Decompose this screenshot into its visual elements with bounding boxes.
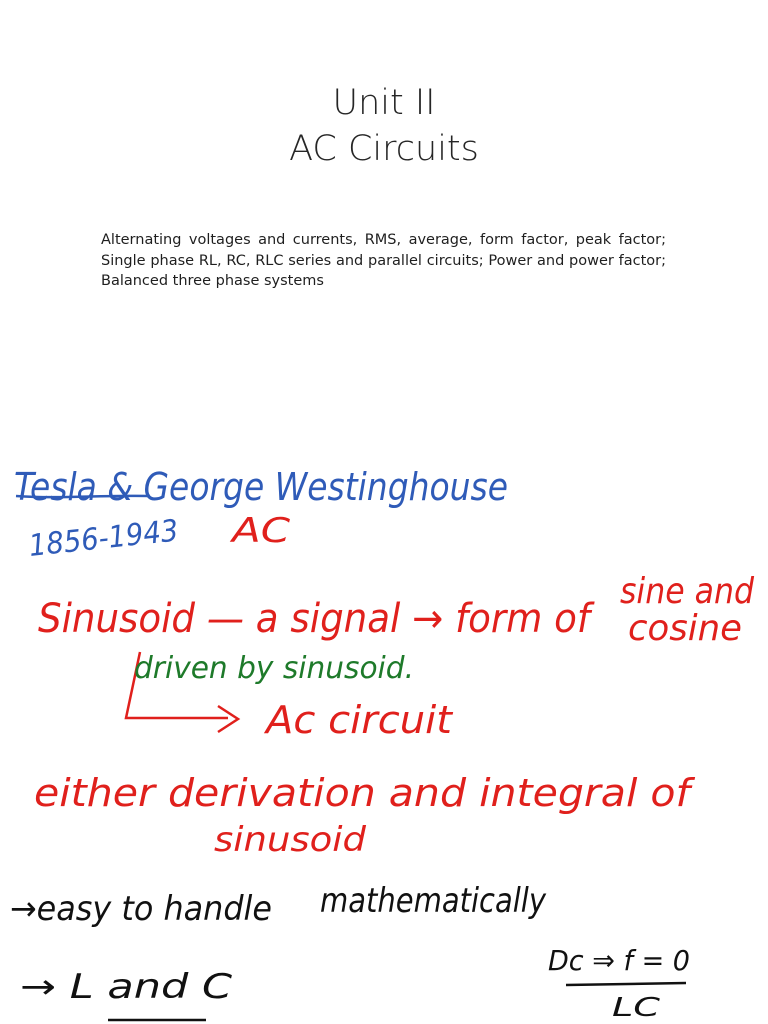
- note-sinusoid-definition: Sinusoid — a signal → form of: [38, 596, 596, 642]
- note-dc-f-zero: Dc ⇒ f = 0: [548, 944, 690, 977]
- slide-title-line2: AC Circuits: [289, 129, 479, 169]
- note-lc: LC: [612, 993, 662, 1023]
- note-easy-to-handle: →easy to handle: [10, 889, 272, 929]
- slide-title-line1: Unit II: [332, 83, 436, 123]
- note-ac: AC: [229, 511, 291, 551]
- fraction-bar: [566, 983, 686, 985]
- note-l-and-c: → L and C: [20, 967, 233, 1007]
- note-either-derivation-integral: either derivation and integral of: [34, 771, 697, 815]
- note-sine-and: sine and: [620, 571, 755, 612]
- note-driven-by-sinusoid: driven by sinusoid.: [134, 651, 414, 686]
- note-ac-circuit: Ac circuit: [262, 698, 455, 742]
- underline-tesla: [16, 496, 150, 497]
- note-cosine: cosine: [628, 608, 742, 649]
- note-sinusoid-word: sinusoid: [214, 820, 367, 860]
- syllabus-text: Alternating voltages and currents, RMS, average, form factor, peak factor; Single phase RL, RC, RLC series and parallel circuits; Power and power factor; Balanced three phase systems: [101, 232, 666, 289]
- note-mathematically: mathematically: [320, 881, 547, 921]
- note-tesla-westinghouse: Tesla & George Westinghouse: [14, 465, 508, 509]
- note-years: 1856-1943: [27, 512, 194, 564]
